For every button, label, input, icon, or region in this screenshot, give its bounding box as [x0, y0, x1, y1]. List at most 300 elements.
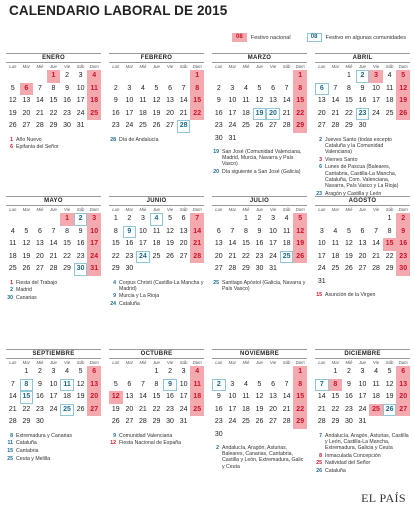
- weekday-header: [212, 63, 307, 70]
- day-cell: 31: [358, 418, 367, 425]
- weekday-label: Sáb: [385, 360, 394, 365]
- holiday-note-text: Cataluña: [16, 440, 37, 447]
- day-cell: 1: [154, 368, 159, 375]
- day-cell: 5: [387, 368, 392, 375]
- weekday-header: [109, 359, 204, 366]
- day-cell: 30: [63, 122, 71, 129]
- day-cell: 9: [346, 380, 351, 388]
- weekday-label: Mié: [242, 64, 250, 69]
- holiday-note: [109, 293, 204, 299]
- day-cell: 5: [293, 213, 307, 226]
- national-holiday-day: 15: [383, 238, 397, 251]
- holiday-note: [6, 440, 101, 446]
- day-cell: 26: [255, 122, 264, 129]
- day-cell: 19: [76, 393, 85, 400]
- holiday-note: [109, 433, 204, 439]
- day-cell: 26: [255, 418, 264, 425]
- day-cell: 19: [293, 238, 307, 251]
- day-cell: 29: [63, 265, 71, 272]
- regional-holiday-day: 24: [136, 251, 150, 264]
- national-holiday-day: 12: [109, 391, 123, 404]
- weekday-label: Mié: [345, 64, 353, 69]
- day-cell: 12: [22, 240, 31, 247]
- weekday-label: Dom: [89, 360, 99, 365]
- day-cell: 14: [317, 393, 326, 400]
- day-cell: 6: [396, 366, 410, 379]
- day-cell: 30: [358, 122, 367, 129]
- day-cell: 21: [228, 252, 237, 260]
- day-cell: 17: [125, 109, 134, 117]
- day-cell: 26: [345, 265, 353, 272]
- day-cell: 17: [228, 405, 237, 413]
- day-cell: 15: [242, 240, 250, 247]
- day-cell: 23: [125, 252, 134, 260]
- empty-day: [20, 213, 34, 226]
- holiday-note: [109, 301, 204, 307]
- regional-holiday-day: 7: [315, 379, 329, 392]
- holiday-notes: [6, 137, 101, 151]
- day-cell: 20: [87, 391, 101, 404]
- day-cell: 21: [8, 405, 17, 413]
- empty-day: [212, 70, 226, 83]
- month-name: DICIEMBRE: [315, 349, 410, 359]
- day-cell: 27: [36, 265, 44, 272]
- regional-holiday-day: 15: [20, 391, 34, 404]
- day-cell: 8: [243, 227, 248, 235]
- day-cell: 9: [37, 380, 42, 388]
- holiday-note-text: Santiago Apóstol (Galicia, Navarra y País Vasco): [222, 279, 306, 292]
- day-cell: 5: [113, 380, 118, 388]
- day-cell: 24: [269, 252, 277, 260]
- regional-holiday-day: 2: [356, 70, 370, 83]
- holiday-note: [6, 287, 101, 293]
- holiday-note: [315, 468, 410, 474]
- month-name: AGOSTO: [315, 196, 410, 206]
- day-cell: 10: [87, 226, 101, 239]
- weekday-label: Dom: [295, 360, 305, 365]
- day-cell: 27: [166, 122, 174, 129]
- day-cell: 12: [76, 380, 85, 388]
- month-name: MARZO: [212, 53, 307, 63]
- holiday-note-day: 26: [316, 468, 322, 475]
- weekday-label: Dom: [89, 64, 99, 69]
- day-cell: 14: [282, 393, 291, 400]
- regional-holiday-day: 11: [60, 379, 74, 392]
- weekday-label: Jue: [153, 360, 160, 365]
- day-cell: 31: [269, 265, 277, 272]
- day-cell: 7: [181, 84, 186, 92]
- holiday-note-day: 19: [213, 149, 219, 155]
- empty-day: [33, 70, 47, 83]
- weekday-label: Jue: [153, 64, 160, 69]
- day-cell: 17: [76, 97, 85, 104]
- holiday-notes: [6, 280, 101, 302]
- day-cell: 21: [190, 238, 204, 251]
- weekday-label: Jue: [256, 207, 263, 212]
- holiday-note: [315, 164, 410, 189]
- day-cell: 2: [257, 215, 262, 222]
- day-cell: 15: [152, 393, 161, 400]
- day-cell: 28: [372, 265, 380, 272]
- weekday-label: Mié: [139, 360, 147, 365]
- day-cell: 26: [293, 251, 307, 264]
- day-cell: 24: [317, 265, 326, 272]
- weekday-label: Mar: [228, 64, 237, 69]
- empty-day: [266, 70, 280, 83]
- day-cell: 13: [269, 393, 277, 400]
- holiday-note-text: Día de Andalucía: [119, 136, 159, 143]
- empty-day: [163, 70, 177, 83]
- holiday-note-text: Lunes de Pascua (Baleares, Cantabria, Castilla-La Mancha, Cataluña, Com. Valenciana, Navarra, País Vasco y La Rioja): [325, 164, 399, 189]
- day-cell: 5: [78, 368, 83, 375]
- day-cell: 28: [317, 418, 326, 425]
- day-cell: 11: [242, 97, 250, 104]
- weekday-label: Vie: [63, 207, 71, 212]
- day-cell: 8: [65, 227, 70, 235]
- weekday-label: Mié: [36, 64, 44, 69]
- day-cell: 13: [125, 393, 134, 400]
- day-cell: 5: [24, 227, 29, 235]
- holiday-note-text: Canarias: [16, 294, 37, 301]
- holiday-note-text: Comunidad Valenciana: [119, 432, 173, 439]
- empty-day: [280, 70, 294, 83]
- day-cell: 22: [293, 404, 307, 417]
- weekday-label: Vie: [166, 64, 174, 69]
- day-cell: 23: [255, 252, 264, 260]
- day-cell: 8: [346, 84, 351, 92]
- holiday-note-day: 2: [216, 445, 219, 451]
- empty-day: [6, 366, 20, 379]
- empty-day: [20, 70, 34, 83]
- day-grid: [6, 70, 101, 133]
- day-cell: 2: [113, 84, 118, 92]
- empty-day: [342, 213, 356, 226]
- regional-holiday-day: 20: [266, 108, 280, 121]
- day-cell: 1: [243, 215, 248, 222]
- day-cell: 19: [396, 95, 410, 108]
- day-cell: 18: [190, 391, 204, 404]
- day-cell: 7: [333, 84, 338, 92]
- day-cell: 17: [87, 238, 101, 251]
- holiday-note-day: 8: [10, 432, 13, 439]
- empty-day: [266, 366, 280, 379]
- day-cell: 2: [346, 368, 351, 375]
- regional-holiday-day: 25: [60, 404, 74, 417]
- day-cell: 27: [396, 404, 410, 417]
- day-cell: 22: [331, 405, 340, 413]
- weekday-label: Mié: [345, 360, 353, 365]
- empty-day: [109, 70, 123, 83]
- weekday-label: Vie: [372, 360, 380, 365]
- day-cell: 28: [190, 251, 204, 264]
- day-grid: [315, 70, 410, 133]
- holiday-note: [109, 137, 204, 143]
- day-cell: 26: [152, 122, 161, 129]
- day-cell: 1: [387, 215, 392, 222]
- day-cell: 21: [36, 109, 44, 117]
- day-cell: 5: [257, 380, 262, 388]
- empty-day: [280, 366, 294, 379]
- day-cell: 8: [293, 83, 307, 96]
- day-cell: 21: [372, 252, 380, 260]
- day-cell: 11: [9, 240, 17, 247]
- day-cell: 22: [111, 252, 120, 260]
- day-cell: 13: [87, 379, 101, 392]
- day-cell: 29: [22, 418, 31, 425]
- day-cell: 28: [228, 265, 237, 272]
- weekday-header: [6, 206, 101, 213]
- day-cell: 20: [179, 240, 188, 247]
- weekday-label: Mié: [139, 207, 147, 212]
- weekday-label: Mié: [345, 207, 353, 212]
- holiday-note-day: 4: [113, 279, 116, 286]
- holiday-note-text: Cataluña: [325, 468, 346, 475]
- weekday-header: [315, 63, 410, 70]
- day-cell: 6: [271, 84, 276, 92]
- day-cell: 27: [125, 418, 134, 425]
- day-cell: 17: [228, 109, 237, 117]
- weekday-label: Sáb: [76, 64, 85, 69]
- day-cell: 16: [358, 97, 367, 104]
- day-cell: 22: [152, 405, 161, 413]
- day-cell: 24: [179, 405, 188, 413]
- holiday-note-day: 2: [319, 136, 322, 143]
- weekday-label: Vie: [269, 360, 277, 365]
- day-cell: 22: [63, 252, 71, 260]
- day-cell: 13: [179, 227, 188, 235]
- day-cell: 28: [8, 418, 17, 425]
- empty-day: [212, 213, 226, 226]
- weekday-label: Lun: [318, 207, 326, 212]
- day-cell: 31: [317, 277, 326, 285]
- regional-holiday-day: 25: [280, 251, 294, 264]
- holiday-notes: [315, 433, 410, 475]
- day-cell: 20: [396, 391, 410, 404]
- holiday-note-text: Extremadura y Canarias: [16, 432, 72, 439]
- day-cell: 10: [139, 227, 147, 235]
- holiday-note: [315, 460, 410, 466]
- day-cell: 4: [87, 70, 101, 83]
- weekday-label: Lun: [215, 360, 223, 365]
- holiday-note-text: Inmaculada Concepción: [325, 452, 381, 459]
- empty-day: [315, 70, 329, 83]
- month-septiembre: [6, 349, 101, 463]
- day-cell: 10: [228, 393, 237, 400]
- day-cell: 17: [269, 240, 277, 247]
- weekday-label: Lun: [112, 64, 120, 69]
- day-cell: 20: [125, 405, 134, 413]
- regional-holiday-day: 4: [150, 213, 164, 226]
- weekday-label: Jue: [50, 360, 57, 365]
- day-cell: 4: [140, 84, 145, 92]
- day-cell: 14: [8, 393, 17, 400]
- day-cell: 1: [190, 70, 204, 83]
- day-cell: 18: [242, 405, 250, 413]
- weekday-header: [109, 63, 204, 70]
- day-cell: 7: [284, 84, 289, 92]
- day-cell: 3: [140, 215, 145, 222]
- holiday-note-text: Madrid: [16, 287, 32, 294]
- day-cell: 19: [152, 109, 161, 117]
- day-cell: 21: [49, 252, 58, 260]
- day-cell: 5: [346, 227, 351, 235]
- weekday-label: Lun: [318, 360, 326, 365]
- day-cell: 21: [331, 109, 340, 117]
- national-holiday-day: 25: [369, 404, 383, 417]
- day-cell: 12: [396, 83, 410, 96]
- legend-regional-label: Festivo en algunas comunidades: [325, 34, 406, 41]
- day-cell: 5: [10, 84, 15, 92]
- day-cell: 30: [214, 430, 223, 438]
- day-cell: 19: [385, 393, 394, 400]
- holiday-note: [212, 445, 307, 470]
- day-cell: 18: [331, 252, 340, 260]
- day-cell: 23: [214, 418, 223, 425]
- day-cell: 9: [360, 84, 365, 92]
- day-cell: 2: [396, 213, 410, 226]
- month-octubre: [109, 349, 204, 448]
- regional-holiday-day: 30: [74, 263, 88, 276]
- day-grid: [6, 366, 101, 429]
- day-cell: 3: [78, 72, 83, 79]
- day-grid: [212, 213, 307, 276]
- day-cell: 14: [49, 240, 58, 247]
- day-cell: 30: [166, 418, 174, 425]
- day-cell: 11: [87, 83, 101, 96]
- holiday-notes: [212, 280, 307, 292]
- day-cell: 14: [36, 97, 44, 104]
- day-cell: 29: [49, 122, 58, 129]
- holiday-notes: [315, 292, 410, 298]
- weekday-label: Mié: [36, 207, 44, 212]
- day-cell: 20: [166, 109, 174, 117]
- holiday-note: [315, 453, 410, 459]
- holiday-note-day: 25: [7, 455, 13, 462]
- day-cell: 16: [345, 393, 353, 400]
- day-cell: 10: [269, 227, 277, 235]
- holiday-note: [212, 280, 307, 292]
- empty-day: [150, 70, 164, 83]
- day-cell: 17: [139, 240, 147, 247]
- legend-national-swatch: 08: [232, 33, 247, 42]
- day-cell: 23: [63, 109, 71, 117]
- day-cell: 21: [179, 109, 188, 117]
- day-cell: 14: [139, 393, 147, 400]
- weekday-label: Lun: [9, 207, 17, 212]
- day-cell: 16: [255, 240, 264, 247]
- holiday-note: [315, 137, 410, 156]
- holiday-note-text: Día siguiente a San José (Galicia): [222, 169, 301, 176]
- weekday-label: Jue: [256, 64, 263, 69]
- day-cell: 17: [317, 252, 326, 260]
- day-cell: 26: [166, 252, 174, 260]
- day-grid: [109, 213, 204, 276]
- holiday-note-text: Andalucía, Aragón, Asturias, Castilla y León, Castilla-La Mancha, Extremadura, Galicia y Ceuta: [325, 432, 409, 451]
- weekday-label: Mar: [22, 360, 31, 365]
- day-cell: 14: [179, 97, 188, 104]
- day-cell: 31: [87, 263, 101, 276]
- day-cell: 16: [63, 97, 71, 104]
- empty-day: [315, 366, 329, 379]
- day-cell: 17: [358, 393, 367, 400]
- holiday-note-text: Viernes Santo: [325, 156, 358, 163]
- day-cell: 2: [168, 368, 173, 375]
- weekday-label: Mar: [228, 360, 237, 365]
- day-cell: 19: [166, 240, 174, 247]
- day-cell: 8: [113, 227, 118, 235]
- day-cell: 10: [358, 380, 367, 388]
- day-cell: 7: [190, 213, 204, 226]
- weekday-label: Dom: [192, 207, 202, 212]
- day-cell: 18: [242, 109, 250, 117]
- day-cell: 18: [372, 393, 380, 400]
- month-mayo: [6, 196, 101, 303]
- day-cell: 26: [76, 405, 85, 413]
- day-cell: 27: [22, 122, 31, 129]
- weekday-label: Vie: [166, 207, 174, 212]
- day-cell: 23: [36, 405, 44, 413]
- empty-day: [212, 366, 226, 379]
- day-cell: 30: [396, 263, 410, 276]
- regional-holiday-day: 19: [253, 108, 267, 121]
- day-cell: 14: [228, 240, 237, 247]
- day-cell: 25: [152, 252, 161, 260]
- weekday-label: Sáb: [282, 360, 291, 365]
- day-cell: 11: [139, 97, 147, 104]
- day-cell: 21: [282, 405, 291, 413]
- day-cell: 7: [230, 227, 235, 235]
- weekday-label: Vie: [269, 64, 277, 69]
- day-cell: 11: [372, 380, 380, 388]
- day-cell: 28: [49, 265, 58, 272]
- day-cell: 14: [190, 226, 204, 239]
- national-holiday-day: 8: [329, 379, 343, 392]
- weekday-label: Mar: [125, 64, 134, 69]
- empty-day: [6, 70, 20, 83]
- empty-day: [239, 70, 253, 83]
- empty-day: [123, 366, 137, 379]
- weekday-header: [315, 206, 410, 213]
- day-cell: 4: [387, 72, 392, 79]
- day-cell: 3: [51, 368, 56, 375]
- holiday-note: [109, 440, 204, 446]
- day-cell: 17: [372, 97, 380, 104]
- national-holiday-day: 1: [47, 70, 61, 83]
- holiday-note-day: 15: [7, 447, 13, 454]
- day-cell: 12: [166, 227, 174, 235]
- weekday-label: Mié: [242, 360, 250, 365]
- weekday-label: Vie: [372, 207, 380, 212]
- day-grid: [109, 366, 204, 429]
- day-cell: 29: [385, 265, 394, 272]
- month-name: MAYO: [6, 196, 101, 206]
- holiday-note-text: Asunción de la Virgen: [325, 292, 376, 298]
- day-cell: 13: [22, 97, 31, 104]
- day-cell: 5: [257, 84, 262, 92]
- day-cell: 6: [360, 227, 365, 235]
- regional-holiday-day: 6: [315, 83, 329, 96]
- empty-day: [226, 70, 240, 83]
- empty-day: [47, 213, 61, 226]
- month-julio: [212, 196, 307, 293]
- day-cell: 16: [396, 238, 410, 251]
- day-cell: 19: [22, 252, 31, 260]
- empty-day: [253, 366, 267, 379]
- day-cell: 10: [125, 97, 134, 104]
- day-cell: 15: [293, 95, 307, 108]
- day-cell: 4: [190, 366, 204, 379]
- day-cell: 17: [179, 393, 188, 400]
